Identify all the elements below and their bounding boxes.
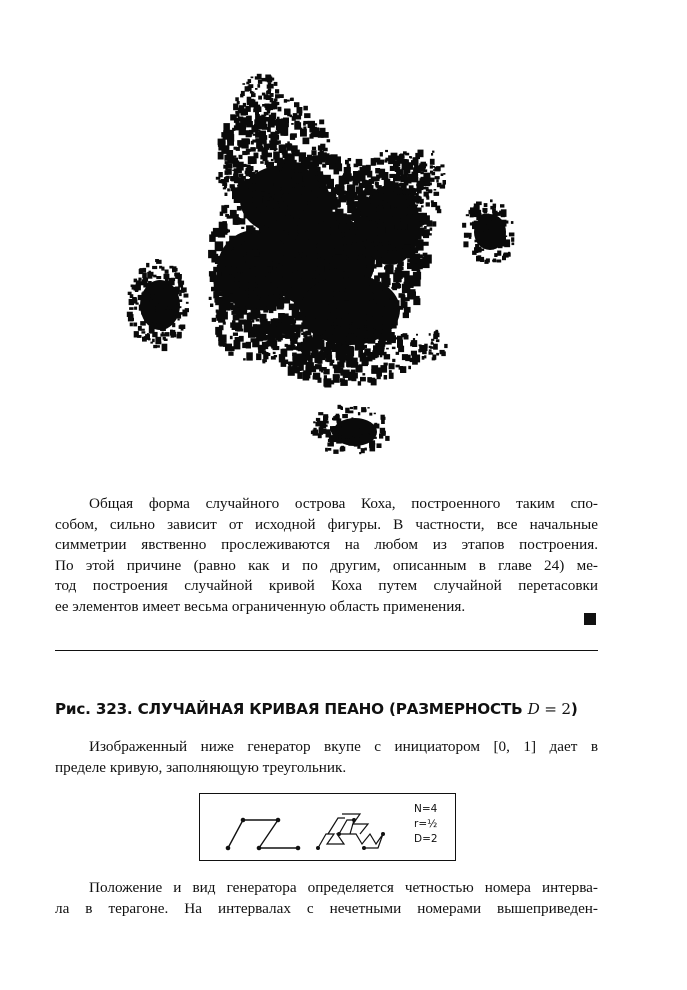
text-line: тод построения случайной кривой Коха путем случайной перетасовки [55,577,598,595]
text-line: собом, сильно зависит от исходной фигуры. В частности, все начальные [55,515,598,533]
figure-heading [55,700,615,718]
param-n: N=4 [414,803,438,815]
paragraph-generator-position [55,878,598,919]
heading-equation: = 2 [539,700,571,718]
koch-island-figure [0,0,687,480]
generator-right [318,814,383,848]
text-line: Общая форма случайного острова Коха, построенного таким спо- [89,495,598,512]
text-line: ла в терагоне. На интервалах с нечетными номерами вышеприведен- [55,899,598,917]
generator-parameters [414,802,438,847]
koch-island-fractal [0,0,687,480]
text-line: Изображенный ниже генератор вкупе с инициатором [0, 1] дает в [89,738,598,755]
end-of-proof-square [584,613,596,625]
param-r: r=½ [414,818,438,830]
text-line: ее элементов имеет весьма ограниченную область применения. [55,597,466,615]
section-divider [55,650,598,651]
heading-text: Рис. 323. СЛУЧАЙНАЯ КРИВАЯ ПЕАНО (РАЗМЕРНОСТЬ [55,700,528,718]
generator-figure-box [199,793,456,861]
generator-left [228,820,298,848]
paragraph-generator [55,737,598,778]
generator-left-dots [226,818,301,851]
text-line: пределе кривую, заполняющую треугольник. [55,758,347,776]
text-line: симметрии явственно прослеживаются на любом из этапов построения. [55,536,598,554]
text-line: Положение и вид генератора определяется четностью номера интерва- [89,879,598,896]
heading-suffix: ) [570,700,578,718]
text-line: По этой причине (равно как и по другим, описанным в главе 24) ме- [55,556,598,574]
paragraph-koch-island [55,494,598,618]
param-d: D=2 [414,833,438,845]
heading-variable: D [527,700,540,718]
